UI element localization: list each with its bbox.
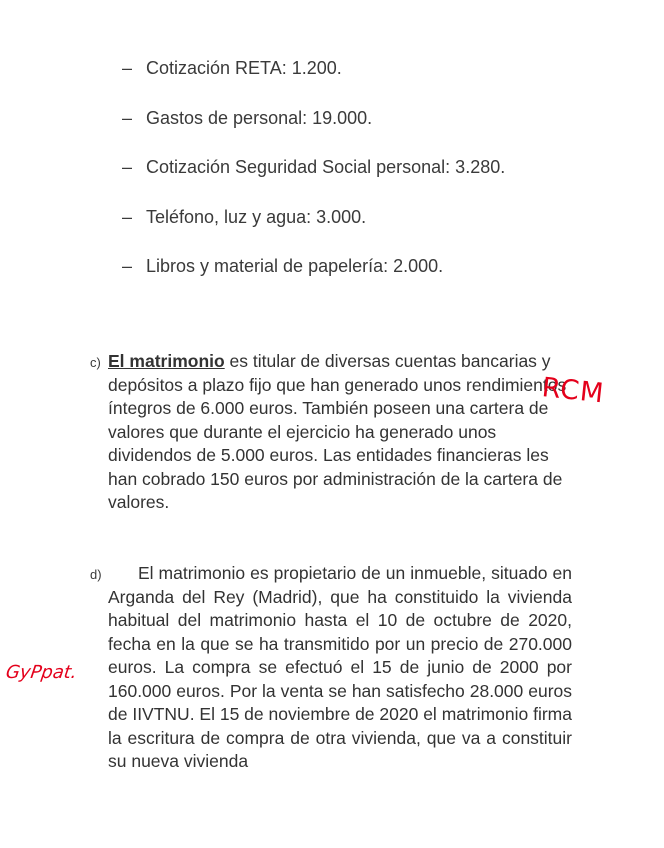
- list-item-text: Gastos de personal: 19.000.: [146, 107, 373, 128]
- handwritten-gypat-annotation: GyPpat.: [4, 662, 79, 683]
- list-item: [122, 205, 505, 255]
- list-item-text: Cotización Seguridad Social personal: 3.280.: [146, 157, 506, 177]
- section-c-lead: El matrimonio: [108, 351, 225, 371]
- section-c-text: es titular de diversas cuentas bancarias y depósitos a plazo fijo que han generado unos rendimientos íntegros de 6.000 euros. También poseen una cartera de valores que durante el ejercicio ha generado unos dividendos de 5.000 euros. Las entidades financieras les han cobrado 150 euros por administración de la cartera de valores.: [108, 351, 567, 512]
- dash-bullet: –: [122, 107, 133, 128]
- section-d-marker: d): [90, 567, 102, 582]
- expense-list: [122, 56, 505, 304]
- section-c-paragraph: [108, 350, 568, 515]
- list-item: [122, 254, 505, 304]
- section-c-marker: c): [90, 355, 101, 370]
- section-d-text: El matrimonio es propietario de un inmueble, situado en Arganda del Rey (Madrid), que ha constituido la vivienda habitual del matrimonio hasta el 10 de octubre de 2020, fecha en la que se ha transmitido por un precio de 270.000 euros. La compra se efectuó el 15 de junio de 2000 por 160.000 euros. Por la venta se han satisfecho 28.000 euros de IIVTNU. El 15 de noviembre de 2020 el matrimonio firma la escritura de compra de otra vivienda, que va a constituir su nueva vivienda: [108, 563, 572, 771]
- list-item: [122, 155, 505, 205]
- dash-bullet: –: [122, 206, 133, 227]
- section-d-paragraph: [108, 562, 572, 774]
- dash-bullet: –: [122, 157, 133, 177]
- handwritten-rcm-annotation: RCM: [540, 372, 606, 410]
- list-item: [122, 106, 505, 156]
- list-item-text: Teléfono, luz y agua: 3.000.: [146, 206, 367, 227]
- list-item: [122, 56, 505, 106]
- list-item-text: Cotización RETA: 1.200.: [146, 58, 342, 78]
- dash-bullet: –: [122, 256, 133, 276]
- list-item-text: Libros y material de papelería: 2.000.: [146, 256, 444, 276]
- dash-bullet: –: [122, 58, 133, 78]
